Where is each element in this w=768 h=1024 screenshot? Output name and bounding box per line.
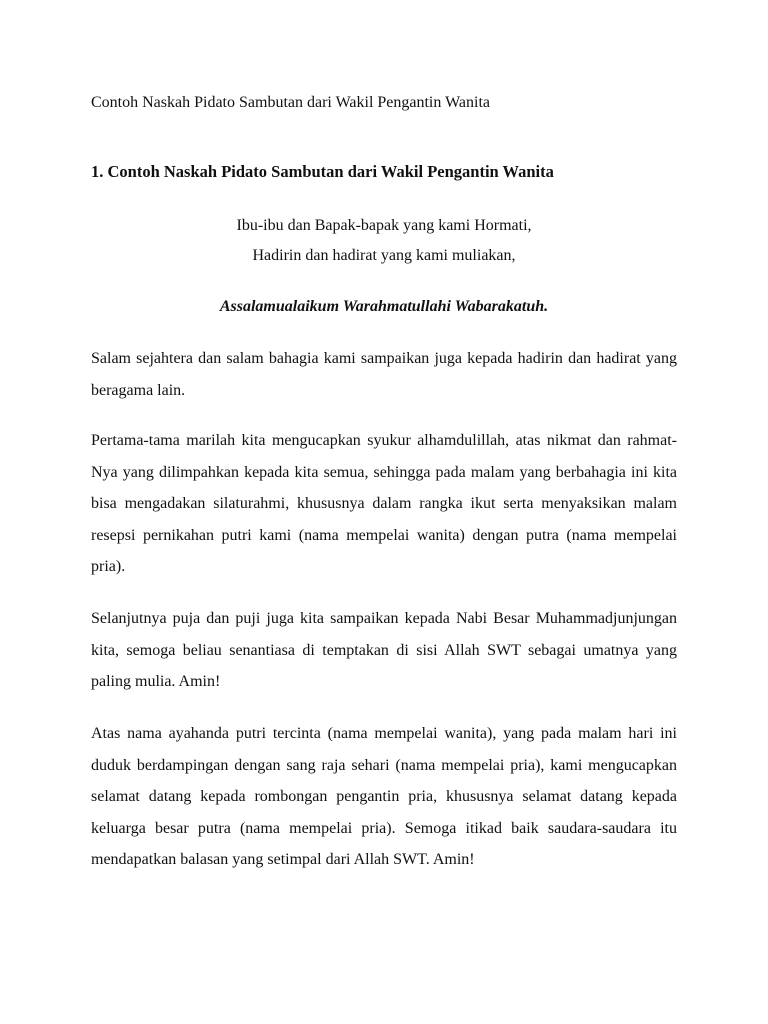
section-heading: 1. Contoh Naskah Pidato Sambutan dari Wakil Pengantin Wanita (91, 162, 554, 181)
greeting-block (91, 211, 677, 271)
salam-line: Assalamualaikum Warahmatullahi Wabarakatuh. (219, 298, 549, 315)
paragraph: Atas nama ayahanda putri tercinta (nama mempelai wanita), yang pada malam hari ini duduk berdampingan dengan sang raja sehari (nama mempelai pria), kami mengucapkan selamat datang kepada rombongan pengantin pria, khususnya selamat datang kepada keluarga besar putra (nama mempelai pria). Semoga itikad baik saudara-saudara itu mendapatkan balasan yang setimpal dari Allah SWT. Amin! (91, 725, 677, 868)
paragraph: Salam sejahtera dan salam bahagia kami sampaikan juga kepada hadirin dan hadirat yang beragama lain. (91, 350, 677, 399)
paragraph: Selanjutnya puja dan puji juga kita sampaikan kepada Nabi Besar Muhammadjunjungan kita, semoga beliau senantiasa di temptakan di sisi Allah SWT sebagai umatnya yang paling mulia. Amin! (91, 610, 677, 690)
greeting-line: Ibu-ibu dan Bapak-bapak yang kami Hormati, (236, 217, 532, 234)
document-title: Contoh Naskah Pidato Sambutan dari Wakil Pengantin Wanita (91, 94, 490, 111)
paragraph: Pertama-tama marilah kita mengucapkan syukur alhamdulillah, atas nikmat dan rahmat-Nya yang dilimpahkan kepada kita semua, sehingga pada malam yang berbahagia ini kita bisa mengadakan silaturahmi, khususnya dalam rangka ikut serta menyaksikan malam resepsi pernikahan putri kami (nama mempelai wanita) dengan putra (nama mempelai pria). (91, 432, 677, 575)
greeting-line: Hadirin dan hadirat yang kami muliakan, (252, 247, 516, 264)
